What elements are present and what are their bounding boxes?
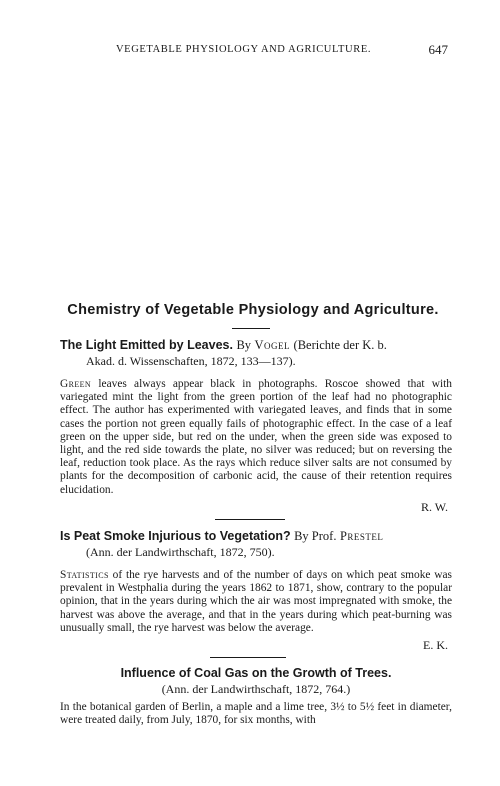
- article-1-body: [60, 378, 452, 497]
- article-1-title: The Light Emitted by Leaves.: [60, 338, 233, 352]
- article-1-author: Vogel: [254, 338, 291, 352]
- section-rule: [232, 328, 270, 329]
- article-2-initials: E. K.: [423, 638, 448, 652]
- article-2-title: Is Peat Smoke Injurious to Vegetation?: [60, 529, 291, 543]
- article-2-author: Prestel: [339, 529, 384, 543]
- article-1-lead: Green: [60, 378, 92, 390]
- article-1-ref-line1: (Berichte der K. b.: [293, 338, 387, 352]
- article-3-body: In the botanical garden of Berlin, a maple and a lime tree, 3½ to 5½ feet in diameter, were treated daily, from July, 1870, for six months, with: [60, 701, 452, 727]
- article-1-title-line: [60, 338, 387, 353]
- article-1-by: By: [236, 338, 252, 352]
- article-3-ref-line2: (Ann. der Landwirthschaft, 1872, 764.): [161, 682, 351, 696]
- page-number: 647: [428, 42, 448, 57]
- article-2-text: of the rye harvests and of the number of days on which peat smoke was prevalent in Westphalia during the years 1862 to 1871, show, contrary to the popular opinion, that in the years during which the air was most impregnated with smoke, the harvest was above the average, and that in the years during which peat-burning was unusually small, the rye harvest was below the average.: [60, 569, 452, 634]
- article-3-title: Influence of Coal Gas on the Growth of Trees.: [120, 666, 392, 680]
- article-1-ref-line2: Akad. d. Wissenschaften, 1872, 133—137).: [86, 354, 296, 368]
- article-2-rule: [210, 657, 286, 658]
- article-1-text: leaves always appear black in photographs. Roscoe showed that with variegated mint the light from the green portion of the leaf had no photographic effect. The author has experimented with variegated leaves, and finds that in some cases the portion not green equally fails of photographic effect. In the case of a leaf green on the upper side, but red on the under, when the green side was exposed to light, and the red side towards the plate, no silver was reduced; but on reversing the leaf, reduction took place. As the rays which reduce silver salts are not consumed by plants for the decomposition of carbonic acid, the cause of their retention requires elucidation.: [60, 378, 452, 496]
- article-2-by: By Prof.: [294, 529, 337, 543]
- article-2-lead: Statistics: [60, 569, 109, 581]
- article-2-title-line: [60, 529, 383, 544]
- running-head-title: VEGETABLE PHYSIOLOGY AND AGRICULTURE.: [116, 44, 372, 55]
- article-2-body: [60, 569, 452, 635]
- article-1-rule: [215, 519, 285, 520]
- article-2-ref-line2: (Ann. der Landwirthschaft, 1872, 750).: [86, 545, 275, 559]
- article-1-initials: R. W.: [420, 500, 448, 514]
- section-title: Chemistry of Vegetable Physiology and Agriculture.: [67, 302, 439, 318]
